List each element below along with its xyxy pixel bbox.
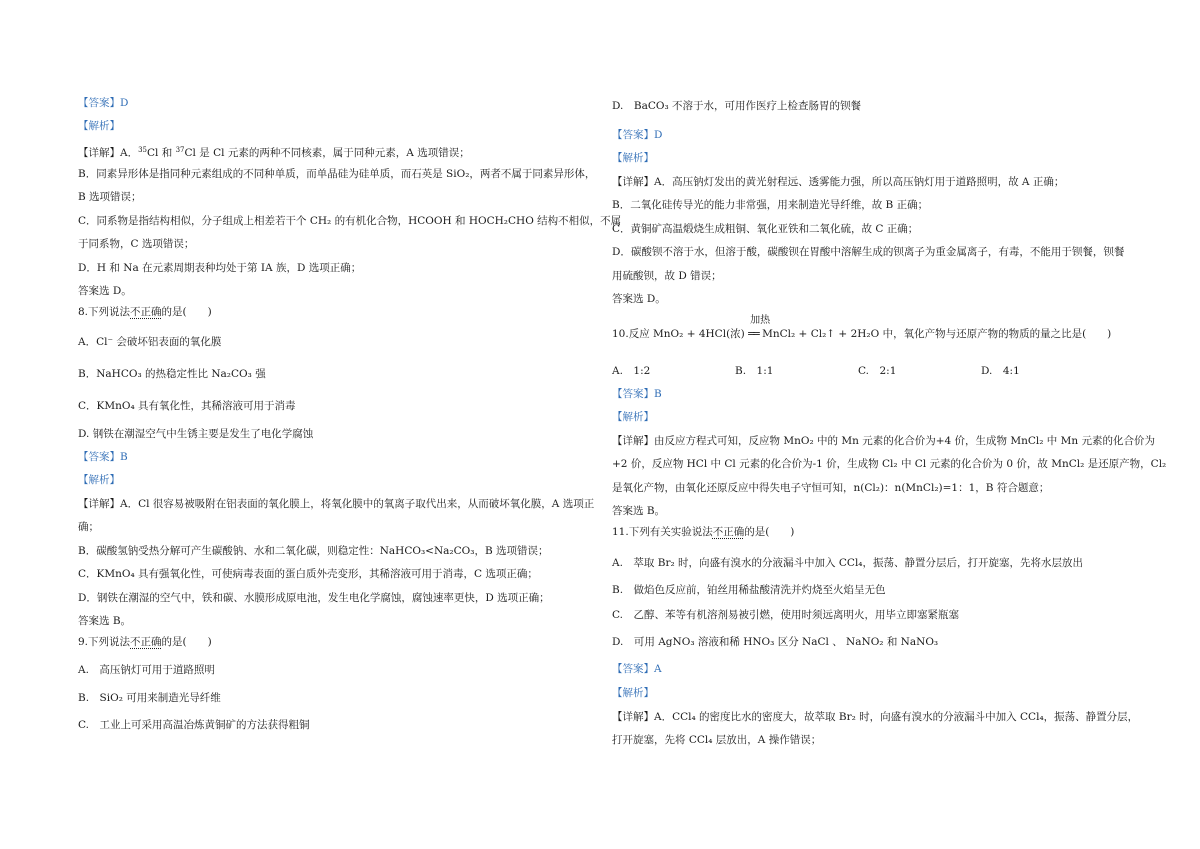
answer-choice-line: 答案选 B。 <box>78 615 132 627</box>
option-d: D. 钢铁在潮湿空气中生锈主要是发生了电化学腐蚀 <box>78 428 314 440</box>
detail-line: 打开旋塞，先将 CCl₄ 层放出，A 操作错误； <box>612 734 822 746</box>
answer-label: 【答案】B <box>78 451 128 463</box>
option-a: A. 萃取 Br₂ 时，向盛有溴水的分液漏斗中加入 CCl₄，振荡、静置分层后，打开旋塞，先将水层放出 <box>612 557 1084 569</box>
detail-line: 【详解】A．CCl₄ 的密度比水的密度大，故萃取 Br₂ 时，向盛有溴水的分液漏斗中加入 CCl₄，振荡、静置分层， <box>612 711 1139 723</box>
option-a: A. 高压钠灯可用于道路照明 <box>78 664 215 676</box>
detail-line: 【详解】A．$^{35}$Cl 和 $^{37}$Cl 是 Cl 元素的两种不同核素，属于同种元素，A 选项错误； <box>78 146 470 159</box>
detail-line: 【详解】A．高压钠灯发出的黄光射程远、透雾能力强，所以高压钠灯用于道路照明，故 A 正确； <box>612 176 1065 188</box>
detail-line: C．同系物是指结构相似，分子组成上相差若干个 CH₂ 的有机化合物，HCOOH 和 HOCH₂CHO 结构不相似，不属 <box>78 215 622 227</box>
answer-label: 【答案】A <box>612 663 662 675</box>
detail-line: B．二氧化硅传导光的能力非常强，用来制造光导纤维，故 B 正确； <box>612 199 929 211</box>
detail-line: B．同素异形体是指同种元素组成的不同种单质，而单晶硅为硅单质，而石英是 SiO₂，两者不属于同素异形体， <box>78 168 596 180</box>
option-c: C. 乙醇、苯等有机溶剂易被引燃，使用时须远离明火，用毕立即塞紧瓶塞 <box>612 609 959 621</box>
option-b: B. 1:1 <box>735 365 774 377</box>
option-a: A．Cl⁻ 会破坏铝表面的氧化膜 <box>78 336 222 348</box>
detail-line: B．碳酸氢钠受热分解可产生碳酸钠、水和二氧化碳，则稳定性：NaHCO₃<Na₂CO₃，B 选项错误； <box>78 545 549 557</box>
question-11-title: 11.下列有关实验说法不正确的是( ) <box>612 526 795 538</box>
detail-line: C．黄铜矿高温煅烧生成粗铜、氧化亚铁和二氧化硫，故 C 正确； <box>612 223 919 235</box>
heat-condition: 加热 ══ <box>748 315 771 340</box>
answer-label: 【答案】D <box>612 129 663 141</box>
analysis-label: 【解析】 <box>612 411 654 423</box>
question-10-title: 10.反应 MnO₂ + 4HCl(浓) 加热 ══ MnCl₂ + Cl₂↑ + 2H₂O 中，氧化产物与还原产物的物质的量之比是( ) <box>612 315 1112 340</box>
option-d: D. 4:1 <box>981 365 1020 377</box>
detail-line: D．H 和 Na 在元素周期表种均处于第 IA 族，D 选项正确； <box>78 262 362 274</box>
detail-line: 用硫酸钡，故 D 错误； <box>612 270 722 282</box>
answer-choice-line: 答案选 D。 <box>78 285 132 297</box>
analysis-label: 【解析】 <box>78 120 120 132</box>
detail-line: 于同系物，C 选项错误； <box>78 238 195 250</box>
question-9-title: 9.下列说法不正确的是( ) <box>78 636 212 648</box>
analysis-label: 【解析】 <box>78 474 120 486</box>
detail-line: C．KMnO₄ 具有强氧化性，可使病毒表面的蛋白质外壳变形，其稀溶液可用于消毒，C 选项正确； <box>78 568 538 580</box>
answer-label: 【答案】B <box>612 388 662 400</box>
option-c: C．KMnO₄ 具有氧化性，其稀溶液可用于消毒 <box>78 400 296 412</box>
detail-line: D．碳酸钡不溶于水，但溶于酸，碳酸钡在胃酸中溶解生成的钡离子为重金属离子，有毒，不能用于钡餐，钡餐 <box>612 246 1125 258</box>
option-d: D. 可用 AgNO₃ 溶液和稀 HNO₃ 区分 NaCl 、 NaNO₂ 和 NaNO₃ <box>612 636 939 648</box>
option-b: B. SiO₂ 可用来制造光导纤维 <box>78 692 221 704</box>
detail-line: 【详解】由反应方程式可知，反应物 MnO₂ 中的 Mn 元素的化合价为+4 价，生成物 MnCl₂ 中 Mn 元素的化合价为 <box>612 435 1155 447</box>
option-c: C. 2:1 <box>858 365 897 377</box>
detail-line: 是氧化产物，由氧化还原反应中得失电子守恒可知，n(Cl₂)：n(MnCl₂)=1：1，B 符合题意； <box>612 482 1050 494</box>
answer-label: 【答案】D <box>78 97 129 109</box>
detail-line: B 选项错误； <box>78 191 142 203</box>
answer-choice-line: 答案选 B。 <box>612 505 666 517</box>
answer-choice-line: 答案选 D。 <box>612 293 666 305</box>
detail-line: 确； <box>78 521 99 533</box>
detail-line: D．钢铁在潮湿的空气中，铁和碳、水膜形成原电池，发生电化学腐蚀，腐蚀速率更快，D 选项正确； <box>78 592 550 604</box>
option-d: D. BaCO₃ 不溶于水，可用作医疗上检查肠胃的钡餐 <box>612 100 862 112</box>
question-10-options <box>612 363 1132 379</box>
detail-line: +2 价，反应物 HCl 中 Cl 元素的化合价为-1 价，生成物 Cl₂ 中 Cl 元素的化合价为 0 价，故 MnCl₂ 是还原产物，Cl₂ <box>612 458 1167 470</box>
option-c: C. 工业上可采用高温冶炼黄铜矿的方法获得粗铜 <box>78 719 310 731</box>
detail-line: 【详解】A．Cl 很容易被吸附在铝表面的氧化膜上，将氧化膜中的氧离子取代出来，从而破坏氧化膜，A 选项正 <box>78 498 595 510</box>
option-a: A. 1:2 <box>612 365 651 377</box>
option-b: B. 做焰色反应前，铂丝用稀盐酸清洗并灼烧至火焰呈无色 <box>612 584 886 596</box>
analysis-label: 【解析】 <box>612 152 654 164</box>
question-8-title: 8.下列说法不正确的是( ) <box>78 306 212 318</box>
option-b: B．NaHCO₃ 的热稳定性比 Na₂CO₃ 强 <box>78 368 266 380</box>
analysis-label: 【解析】 <box>612 687 654 699</box>
